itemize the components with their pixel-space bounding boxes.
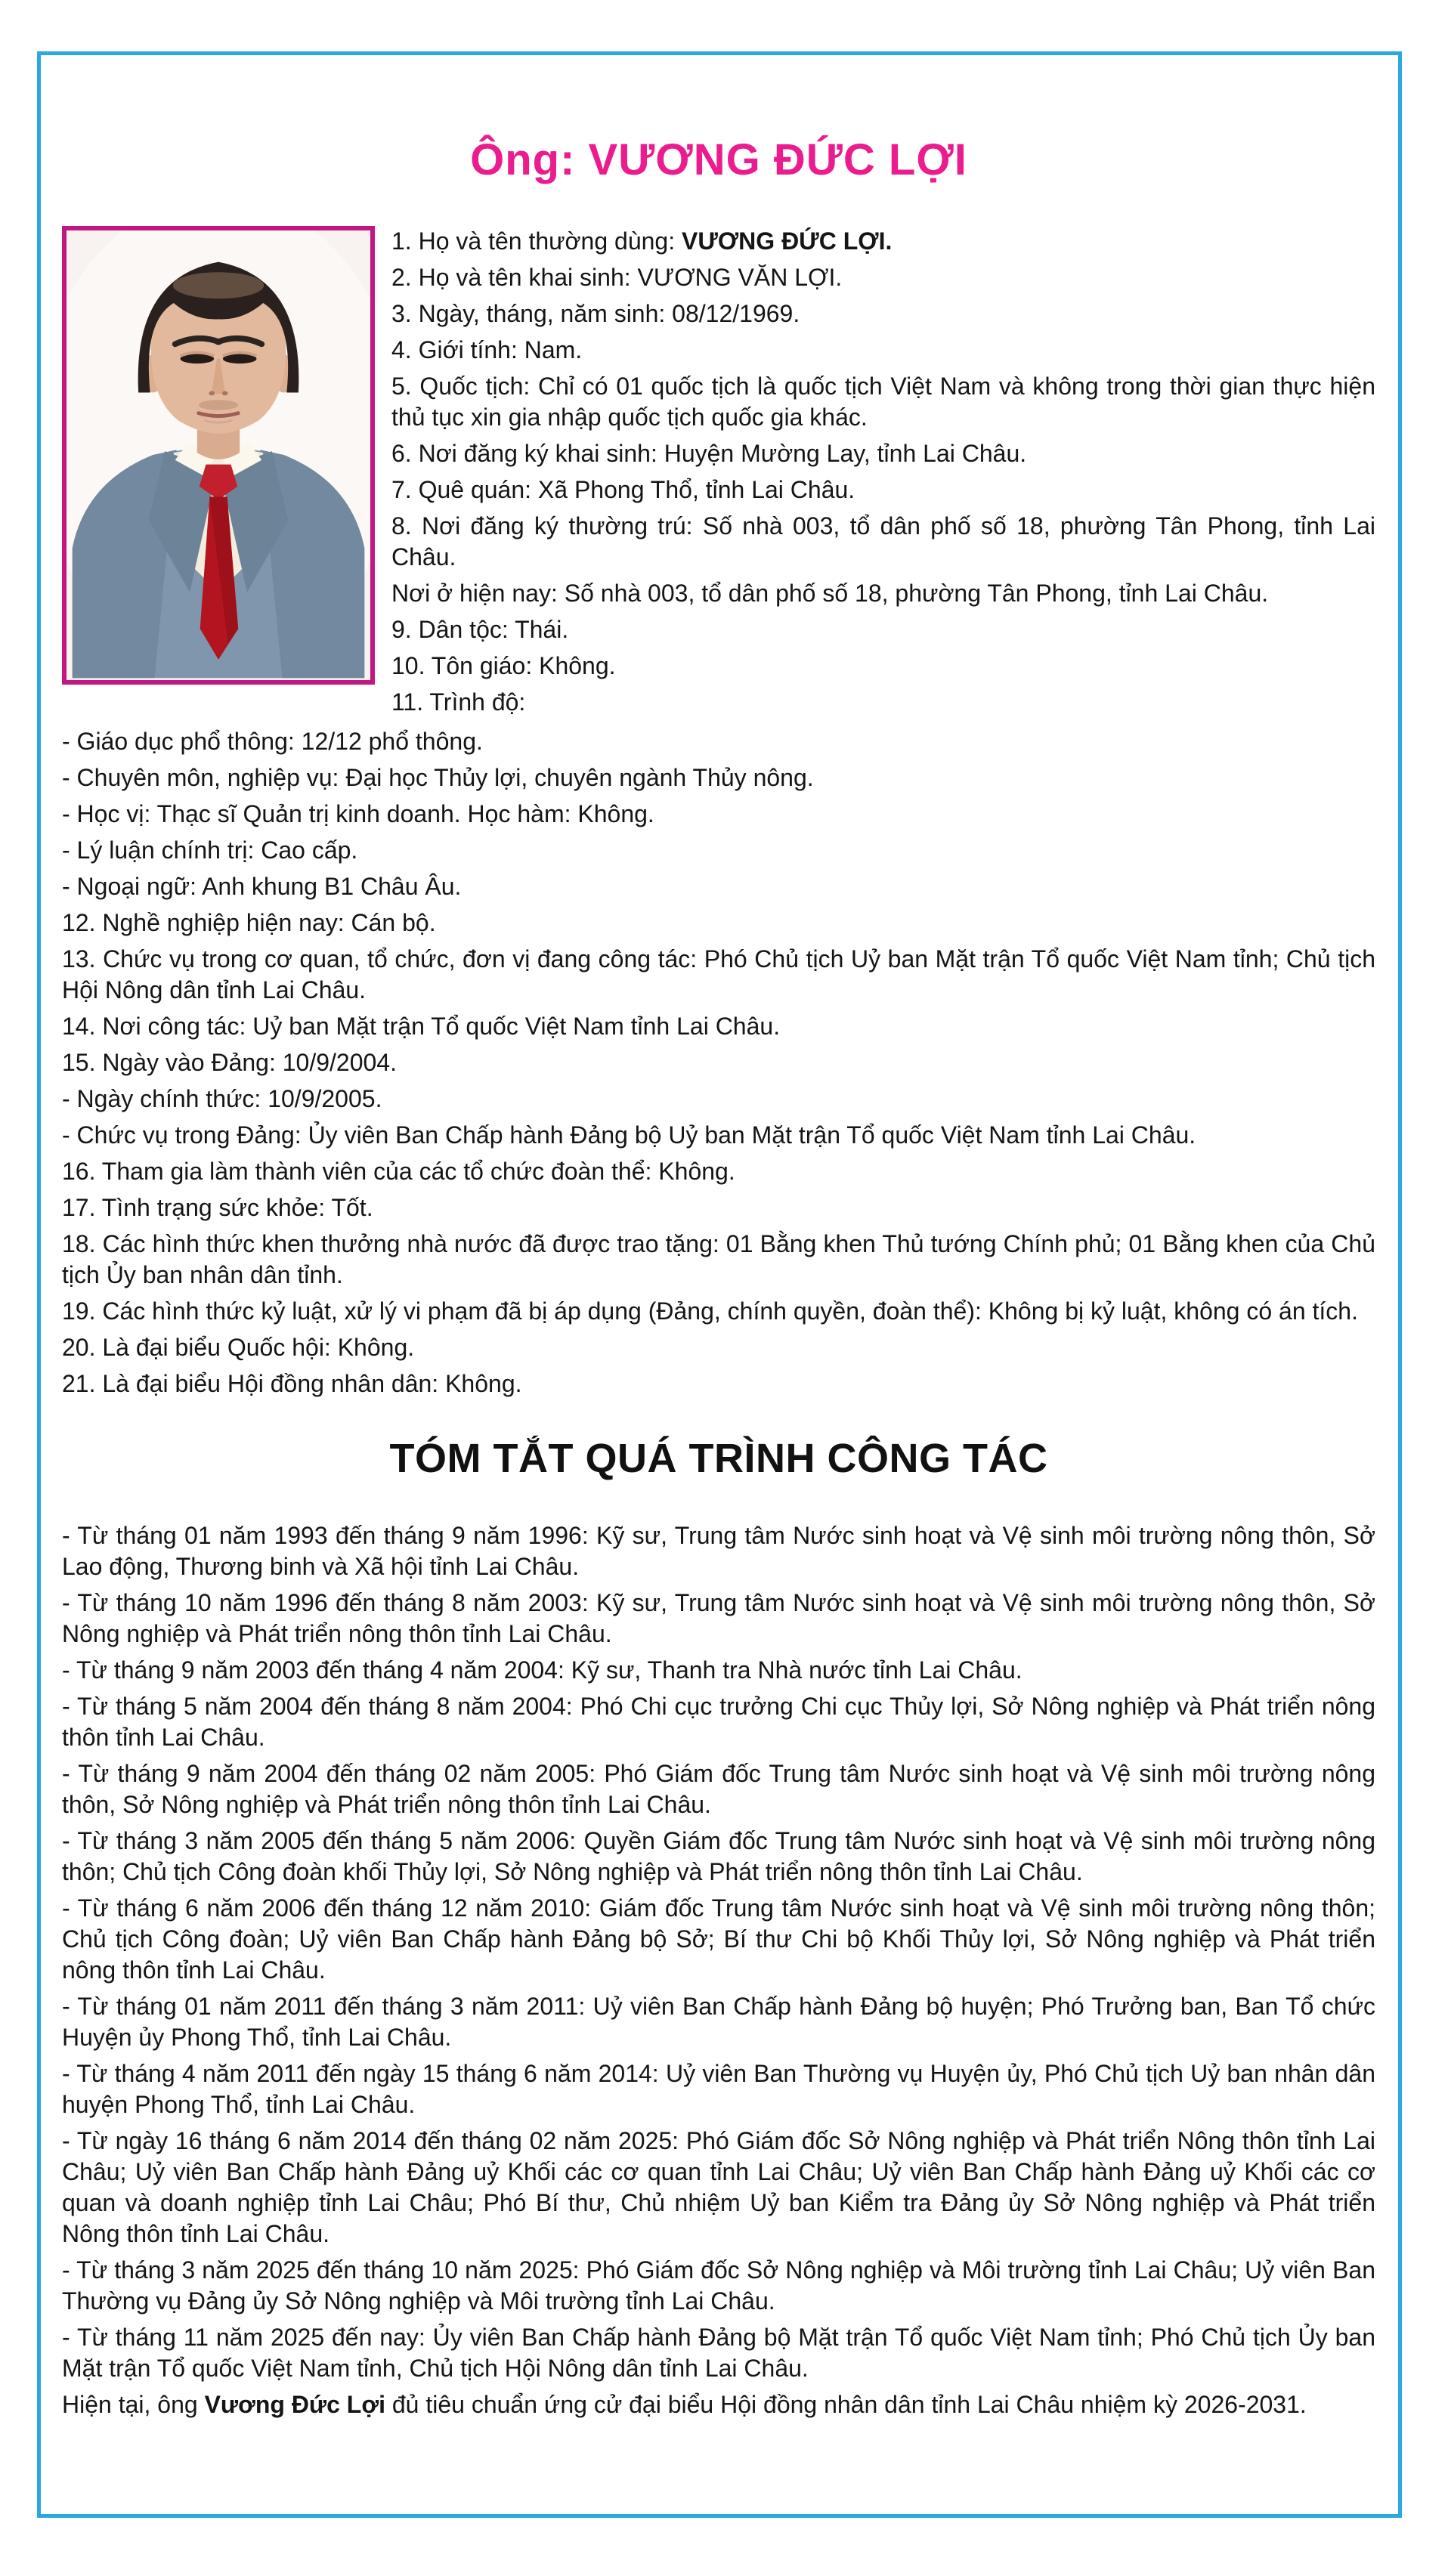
- text-segment: - Từ ngày 16 tháng 6 năm 2014 đến tháng 02 năm 2025: Phó Giám đốc Sở Nông nghiệp và Phát triển Nông thôn tỉnh Lai Châu; Uỷ viên Ban Chấp hành Đảng uỷ Khối các cơ quan tỉnh Lai Châu; Uỷ viên Ban Chấp hành Đảng uỷ Khối các cơ quan và doanh nghiệp tỉnh Lai Châu; Phó Bí thư, Chủ nhiệm Uỷ ban Kiểm tra Đảng ủy Sở Nông nghiệp và Phát triển Nông thôn tỉnh Lai Châu.: [62, 2127, 1375, 2247]
- career-section: [62, 1520, 1375, 2384]
- personal-info-column: [391, 226, 1375, 723]
- text-segment: 5. Quốc tịch: Chỉ có 01 quốc tịch là quốc tịch Việt Nam và không trong thời gian thực hiện thủ tục xin gia nhập quốc tịch quốc gia khác.: [391, 373, 1375, 431]
- career-paragraph: [62, 1991, 1375, 2053]
- text-segment: 7. Quê quán: Xã Phong Thổ, tỉnh Lai Châu.: [391, 476, 855, 503]
- info-paragraph: [62, 1368, 1375, 1399]
- info-paragraph: [62, 799, 1375, 830]
- text-segment: - Từ tháng 3 năm 2005 đến tháng 5 năm 2006: Quyền Giám đốc Trung tâm Nước sinh hoạt và Vệ sinh môi trường nông thôn; Chủ tịch Công đoàn khối Thủy lợi, Sở Nông nghiệp và Phát triển nông thôn tỉnh Lai Châu.: [62, 1827, 1375, 1885]
- info-paragraph: [391, 298, 1375, 329]
- info-paragraph: [62, 726, 1375, 757]
- text-segment: - Từ tháng 01 năm 1993 đến tháng 9 năm 1996: Kỹ sư, Trung tâm Nước sinh hoạt và Vệ sinh môi trường nông thôn, Sở Lao động, Thương binh và Xã hội tỉnh Lai Châu.: [62, 1522, 1375, 1580]
- info-paragraph: [62, 835, 1375, 866]
- info-paragraph: [62, 1192, 1375, 1223]
- text-segment: - Lý luận chính trị: Cao cấp.: [62, 837, 358, 864]
- career-paragraph: [62, 1588, 1375, 1650]
- info-paragraph: [62, 908, 1375, 939]
- info-paragraph: [62, 871, 1375, 902]
- text-segment: - Từ tháng 9 năm 2003 đến tháng 4 năm 2004: Kỹ sư, Thanh tra Nhà nước tỉnh Lai Châu.: [62, 1656, 1023, 1684]
- text-segment: 21. Là đại biểu Hội đồng nhân dân: Không.: [62, 1370, 522, 1397]
- text-segment: 10. Tôn giáo: Không.: [391, 652, 616, 679]
- info-paragraph: [62, 944, 1375, 1006]
- text-segment: - Chuyên môn, nghiệp vụ: Đại học Thủy lợi, chuyên ngành Thủy nông.: [62, 764, 814, 791]
- text-segment: 6. Nơi đăng ký khai sinh: Huyện Mường Lay, tỉnh Lai Châu.: [391, 440, 1027, 467]
- bold-text-segment: VƯƠNG ĐỨC LỢI.: [681, 227, 893, 255]
- text-segment: 15. Ngày vào Đảng: 10/9/2004.: [62, 1049, 397, 1076]
- text-segment: 13. Chức vụ trong cơ quan, tổ chức, đơn vị đang công tác: Phó Chủ tịch Uỷ ban Mặt trận Tổ quốc Việt Nam tỉnh; Chủ tịch Hội Nông dân tỉnh Lai Châu.: [62, 945, 1375, 1003]
- info-paragraph: [62, 1084, 1375, 1115]
- closing-statement: [62, 2389, 1375, 2420]
- text-segment: - Giáo dục phổ thông: 12/12 phổ thông.: [62, 728, 483, 755]
- career-paragraph: [62, 2126, 1375, 2250]
- career-paragraph: [62, 1826, 1375, 1888]
- text-segment: 3. Ngày, tháng, năm sinh: 08/12/1969.: [391, 300, 800, 327]
- page-title: Ông: VƯƠNG ĐỨC LỢI: [470, 135, 967, 184]
- text-segment: Nơi ở hiện nay: Số nhà 003, tổ dân phố số 18, phường Tân Phong, tỉnh Lai Châu.: [391, 580, 1269, 607]
- info-paragraph: [391, 651, 1375, 682]
- info-paragraph: [391, 578, 1375, 609]
- text-segment: 2. Họ và tên khai sinh: VƯƠNG VĂN LỢI.: [391, 264, 843, 291]
- info-paragraph: [62, 1296, 1375, 1327]
- info-paragraph: [391, 511, 1375, 573]
- text-segment: - Từ tháng 5 năm 2004 đến tháng 8 năm 2004: Phó Chi cục trưởng Chi cục Thủy lợi, Sở Nông nghiệp và Phát triển nông thôn tỉnh Lai Châu.: [62, 1693, 1375, 1751]
- text-segment: 9. Dân tộc: Thái.: [391, 616, 569, 643]
- text-segment: - Từ tháng 9 năm 2004 đến tháng 02 năm 2005: Phó Giám đốc Trung tâm Nước sinh hoạt và Vệ sinh môi trường nông thôn, Sở Nông nghiệp và Phát triển nông thôn tỉnh Lai Châu.: [62, 1760, 1375, 1818]
- info-paragraph: [62, 1011, 1375, 1042]
- text-segment: 18. Các hình thức khen thưởng nhà nước đã được trao tặng: 01 Bằng khen Thủ tướng Chính phủ; 01 Bằng khen của Chủ tịch Ủy ban nhân dân tỉnh.: [62, 1230, 1375, 1288]
- text-segment: - Từ tháng 6 năm 2006 đến tháng 12 năm 2010: Giám đốc Trung tâm Nước sinh hoạt và Vệ sinh môi trường nông thôn; Chủ tịch Công đoàn; Uỷ viên Ban Chấp hành Đảng bộ Sở; Bí thư Chi bộ Khối Thủy lợi, Sở Nông nghiệp và Phát triển nông thôn tỉnh Lai Châu.: [62, 1894, 1375, 1984]
- text-segment: - Từ tháng 11 năm 2025 đến nay: Ủy viên Ban Chấp hành Đảng bộ Mặt trận Tổ quốc Việt Nam tỉnh; Phó Chủ tịch Ủy ban Mặt trận Tổ quốc Việt Nam tỉnh, Chủ tịch Hội Nông dân tỉnh Lai Châu.: [62, 2324, 1375, 2382]
- career-paragraph: [62, 1758, 1375, 1820]
- info-paragraph: [62, 1229, 1375, 1291]
- career-paragraph: [62, 2322, 1375, 2384]
- text-segment: - Ngoại ngữ: Anh khung B1 Châu Âu.: [62, 873, 462, 900]
- personal-info-full: [62, 726, 1375, 1399]
- info-paragraph: [62, 1156, 1375, 1187]
- text-segment: 17. Tình trạng sức khỏe: Tốt.: [62, 1194, 373, 1221]
- text-segment: - Từ tháng 10 năm 1996 đến tháng 8 năm 2003: Kỹ sư, Trung tâm Nước sinh hoạt và Vệ sinh môi trường nông thôn, Sở Nông nghiệp và Phát triển nông thôn tỉnh Lai Châu.: [62, 1589, 1375, 1647]
- text-segment: 16. Tham gia làm thành viên của các tổ chức đoàn thể: Không.: [62, 1158, 735, 1185]
- text-segment: 1. Họ và tên thường dùng:: [391, 227, 682, 255]
- info-paragraph: [391, 371, 1375, 433]
- text-segment: 20. Là đại biểu Quốc hội: Không.: [62, 1334, 415, 1361]
- text-segment: 19. Các hình thức kỷ luật, xử lý vi phạm đã bị áp dụng (Đảng, chính quyền, đoàn thể): Không bị kỷ luật, không có án tích.: [62, 1297, 1358, 1325]
- text-segment: - Ngày chính thức: 10/9/2005.: [62, 1085, 382, 1112]
- bold-text-segment: Vương Đức Lợi: [204, 2391, 385, 2418]
- career-paragraph: [62, 1893, 1375, 1986]
- career-paragraph: [62, 1691, 1375, 1753]
- info-paragraph: [62, 762, 1375, 793]
- info-paragraph: [391, 614, 1375, 645]
- career-paragraph: [62, 1655, 1375, 1686]
- info-paragraph: [391, 226, 1375, 257]
- career-paragraph: [62, 1520, 1375, 1582]
- info-paragraph: [62, 1047, 1375, 1078]
- document-frame: [37, 51, 1402, 2518]
- text-segment: - Từ tháng 01 năm 2011 đến tháng 3 năm 2011: Uỷ viên Ban Chấp hành Đảng bộ huyện; Phó Trưởng ban, Ban Tổ chức Huyện ủy Phong Thổ, tỉnh Lai Châu.: [62, 1993, 1375, 2051]
- career-paragraph: [62, 2058, 1375, 2120]
- text-segment: 8. Nơi đăng ký thường trú: Số nhà 003, tổ dân phố số 18, phường Tân Phong, tỉnh Lai Châu.: [391, 512, 1375, 571]
- career-paragraph: [62, 2255, 1375, 2317]
- text-segment: - Từ tháng 4 năm 2011 đến ngày 15 tháng 6 năm 2014: Uỷ viên Ban Thường vụ Huyện ủy, Phó Chủ tịch Uỷ ban nhân dân huyện Phong Thổ, tỉnh Lai Châu.: [62, 2060, 1375, 2118]
- text-segment: - Từ tháng 3 năm 2025 đến tháng 10 năm 2025: Phó Giám đốc Sở Nông nghiệp và Môi trường tỉnh Lai Châu; Uỷ viên Ban Thường vụ Đảng ủy Sở Nông nghiệp và Môi trường tỉnh Lai Châu.: [62, 2256, 1375, 2315]
- info-paragraph: [391, 475, 1375, 506]
- info-paragraph: [391, 262, 1375, 293]
- info-paragraph: [391, 335, 1375, 366]
- text-segment: 11. Trình độ:: [391, 688, 526, 716]
- text-segment: đủ tiêu chuẩn ứng cử đại biểu Hội đồng nhân dân tỉnh Lai Châu nhiệm kỳ 2026-2031.: [385, 2391, 1307, 2418]
- info-paragraph: [62, 1120, 1375, 1151]
- text-segment: 12. Nghề nghiệp hiện nay: Cán bộ.: [62, 909, 436, 936]
- text-segment: - Chức vụ trong Đảng: Ủy viên Ban Chấp hành Đảng bộ Uỷ ban Mặt trận Tổ quốc Việt Nam tỉnh Lai Châu.: [62, 1121, 1196, 1149]
- closing-paragraph: [62, 2389, 1375, 2420]
- portrait-photo: [62, 226, 375, 685]
- info-paragraph: [62, 1332, 1375, 1363]
- text-segment: Hiện tại, ông: [62, 2391, 205, 2418]
- info-paragraph: [391, 438, 1375, 469]
- personal-info-section: [62, 226, 1375, 723]
- text-segment: 4. Giới tính: Nam.: [391, 336, 583, 363]
- portrait-illustration: [67, 230, 370, 680]
- text-segment: - Học vị: Thạc sĩ Quản trị kinh doanh. Học hàm: Không.: [62, 800, 654, 827]
- text-segment: 14. Nơi công tác: Uỷ ban Mặt trận Tổ quốc Việt Nam tỉnh Lai Châu.: [62, 1013, 781, 1040]
- info-paragraph: [391, 687, 1375, 718]
- career-section-title: TÓM TẮT QUÁ TRÌNH CÔNG TÁC: [389, 1436, 1048, 1481]
